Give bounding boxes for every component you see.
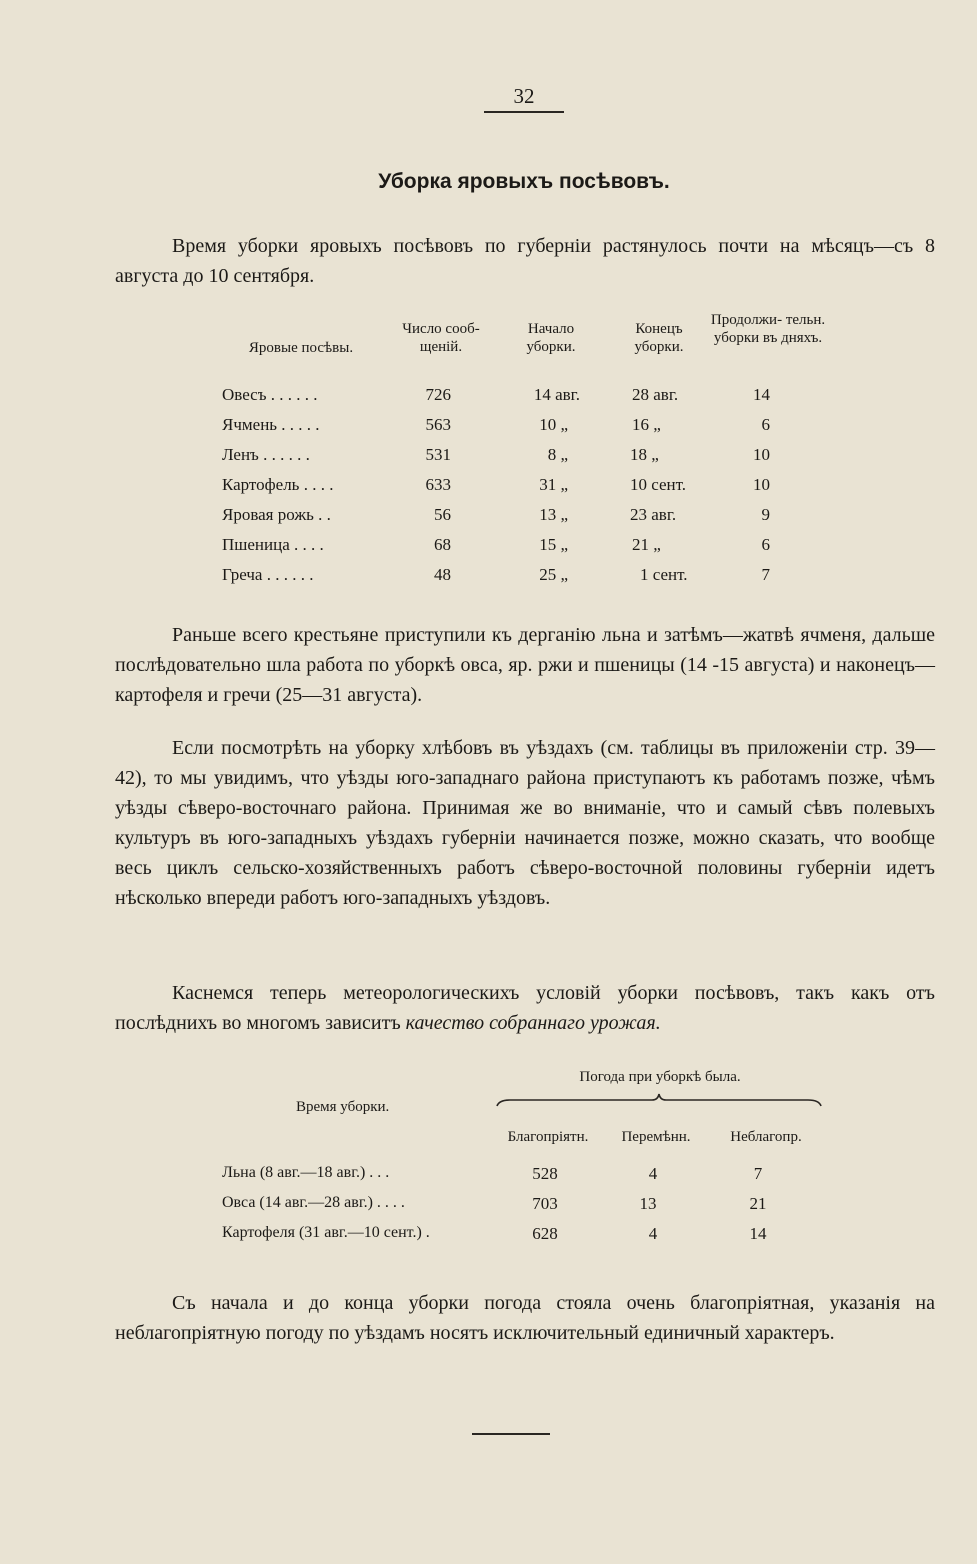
- table1-cell-start: 15 „: [539, 535, 568, 554]
- table2-time-header: Время уборки.: [296, 1099, 390, 1115]
- paragraph-3: [115, 733, 935, 913]
- table1-header-reports: Число сооб- щеній.: [402, 321, 480, 355]
- paragraph-4-italic: качество собраннаго урожая.: [405, 1012, 661, 1034]
- table1-cell-reports: 68: [434, 535, 451, 554]
- table2-cell-label: Льна (8 авг.—18 авг.) . . .: [222, 1164, 390, 1181]
- table1-cell-duration: 6: [761, 535, 770, 554]
- table1-header-start: Начало уборки.: [526, 321, 576, 355]
- table1-cell-end: 23 авг.: [630, 505, 677, 524]
- table1-cell-crop: Пшеница . . . .: [222, 535, 324, 554]
- paragraph-1-text: Время уборки яровыхъ посѣвовъ по губерніи растянулось почти на мѣсяцъ—съ 8 августа до 10 сентября.: [115, 235, 935, 287]
- paragraph-4-main: Каснемся теперь метеорологическихъ условій уборки посѣвовъ, такъ какъ отъ послѣднихъ во многомъ зависитъ: [115, 982, 935, 1034]
- table1-cell-start: 13 „: [539, 505, 568, 524]
- table2-header-unfavorable: Неблагопр.: [730, 1129, 802, 1145]
- page-number-rule: [484, 111, 564, 113]
- table1-cell-duration: 6: [761, 415, 770, 434]
- paragraph-3-text: Если посмотрѣть на уборку хлѣбовъ въ уѣздахъ (см. таблицы въ приложеніи стр. 39—42), то мы увидимъ, что уѣзды юго-западнаго района приступаютъ къ работамъ позже, чѣмъ уѣзды сѣверо-восточнаго района. Принимая же во вниманіе, что и самый сѣвъ полевыхъ культуръ въ юго-западныхъ уѣздахъ губерніи начинается позже, можно сказать, что вообще весь циклъ сельско-хозяйственныхъ работъ сѣверо-восточной половины губерніи идетъ нѣсколько впереди работъ юго-западныхъ уѣздовъ.: [115, 737, 935, 909]
- section-title: Уборка яровыхъ посѣвовъ.: [378, 170, 670, 193]
- table1-cell-duration: 9: [761, 505, 770, 524]
- table2-cell-label: Картофеля (31 авг.—10 сент.) .: [222, 1224, 430, 1241]
- table1-cell-crop: Ленъ . . . . . .: [222, 445, 310, 464]
- table1-header-end: Конецъ уборки.: [634, 321, 684, 355]
- table1-cell-reports: 563: [425, 415, 451, 434]
- table1-cell-reports: 531: [425, 445, 451, 464]
- table1-cell-reports: 48: [434, 565, 451, 584]
- brace-line: [496, 1092, 822, 1108]
- table1-cell-crop: Овесъ . . . . . .: [222, 385, 318, 404]
- table1-header-crop: Яровые посѣвы.: [248, 340, 354, 356]
- table1-cell-duration: 10: [753, 445, 770, 464]
- table1-header-duration: Продолжи- тельн. уборки въ дняхъ.: [710, 312, 826, 346]
- paragraph-1: [115, 231, 935, 291]
- table1-cell-end: 21 „: [632, 535, 661, 554]
- table2-header-favorable: Благопріятн.: [507, 1129, 589, 1145]
- table1-cell-duration: 7: [761, 565, 770, 584]
- table2-cell-favorable: 703: [532, 1194, 558, 1213]
- table2-cell-favorable: 528: [532, 1164, 558, 1183]
- table1-cell-start: 10 „: [539, 415, 568, 434]
- table2-cell-variable: 4: [648, 1224, 658, 1243]
- table2-cell-favorable: 628: [532, 1224, 558, 1243]
- table1-cell-start: 8 „: [547, 445, 568, 464]
- table1-cell-end: 1 сент.: [640, 565, 688, 584]
- table1-cell-reports: 726: [425, 385, 451, 404]
- page-number: 32: [513, 84, 535, 108]
- table1-cell-crop: Ячмень . . . . .: [222, 415, 320, 434]
- table2-cell-unfavorable: 14: [749, 1224, 767, 1243]
- paragraph-5: [115, 1288, 935, 1348]
- paragraph-4-text: [115, 978, 935, 1038]
- table2-cell-variable: 13: [639, 1194, 657, 1213]
- table1-cell-duration: 10: [753, 475, 770, 494]
- paragraph-5-text: Съ начала и до конца уборки погода стояла очень благопріятная, указанія на неблагопріятную погоду по уѣздамъ носятъ исключительный единичный характеръ.: [115, 1292, 935, 1344]
- table2-cell-label: Овса (14 авг.—28 авг.) . . . .: [222, 1194, 405, 1211]
- paragraph-2-text: Раньше всего крестьяне приступили къ дерганію льна и затѣмъ—жатвѣ ячменя, дальше послѣдовательно шла работа по уборкѣ овса, яр. ржи и пшеницы (14 -15 августа) и наконецъ—картофеля и гречи (25—31 августа).: [115, 624, 935, 706]
- table1-cell-end: 28 авг.: [632, 385, 679, 404]
- table2-cell-unfavorable: 21: [749, 1194, 767, 1213]
- table1-cell-start: 31 „: [539, 475, 568, 494]
- table2-group-header: Погода при уборкѣ была.: [579, 1069, 741, 1085]
- table1-cell-end: 18 „: [630, 445, 659, 464]
- table1-cell-reports: 56: [434, 505, 451, 524]
- table1-cell-start: 14 авг.: [533, 385, 580, 404]
- end-rule: [472, 1433, 550, 1435]
- paragraph-2: [115, 620, 935, 710]
- table1-cell-end: 10 сент.: [630, 475, 687, 494]
- table1-cell-start: 25 „: [539, 565, 568, 584]
- table2-cell-variable: 4: [648, 1164, 658, 1183]
- paragraph-4: [115, 978, 935, 1038]
- table2-cell-unfavorable: 7: [753, 1164, 763, 1183]
- table1-cell-reports: 633: [425, 475, 451, 494]
- table1-cell-crop: Картофель . . . .: [222, 475, 334, 494]
- table2-header-variable: Перемѣнн.: [621, 1129, 691, 1145]
- table1-cell-crop: Яровая рожь . .: [222, 505, 331, 524]
- table1-cell-end: 16 „: [632, 415, 661, 434]
- table1-cell-duration: 14: [753, 385, 770, 404]
- table1-cell-crop: Греча . . . . . .: [222, 565, 314, 584]
